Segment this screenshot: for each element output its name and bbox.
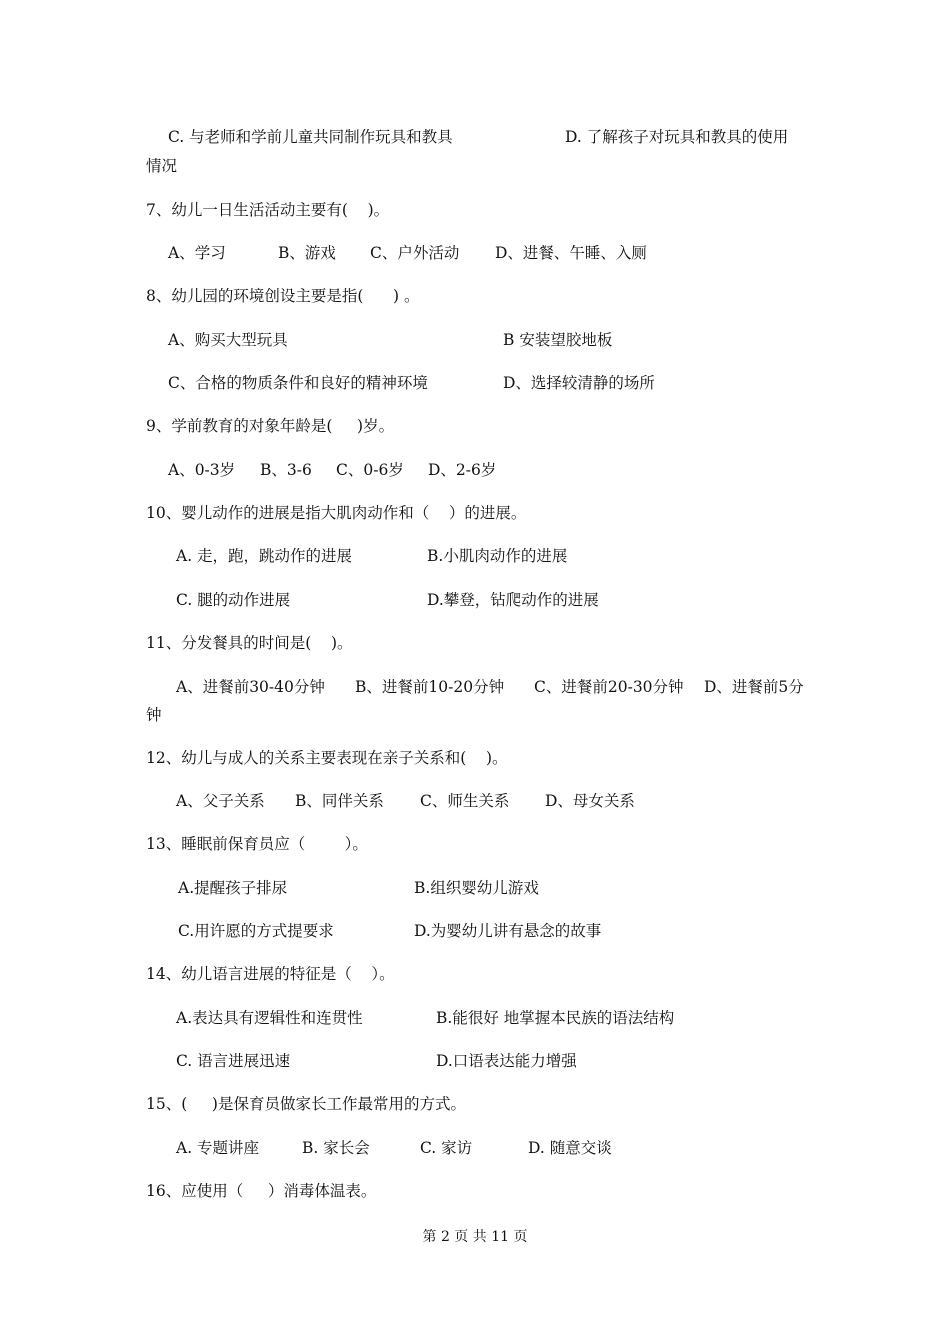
q11-option-d: D、进餐前5分: [704, 678, 804, 696]
q8-option-c: C、合格的物质条件和良好的精神环境: [168, 374, 428, 392]
q14-option-c: C. 语言进展迅速: [176, 1052, 291, 1070]
q11-option-d-continuation: 钟: [146, 706, 162, 724]
q11-option-a: A、进餐前30-40分钟: [176, 678, 325, 696]
page-footer: 第 2 页 共 11 页: [422, 1229, 528, 1245]
q12-option-c: C、师生关系: [420, 792, 510, 810]
q7-option-b: B、游戏: [278, 244, 336, 262]
q12-option-a: A、父子关系: [176, 792, 265, 810]
q12-option-b: B、同伴关系: [295, 792, 384, 810]
q14-option-d: D.口语表达能力增强: [436, 1052, 577, 1070]
q6-option-c: C. 与老师和学前儿童共同制作玩具和教具: [168, 128, 453, 146]
q14-option-b: B.能很好 地掌握本民族的语法结构: [436, 1009, 675, 1027]
q13-option-d: D.为婴幼儿讲有悬念的故事: [414, 922, 602, 940]
q9-option-b: B、3-6: [260, 461, 312, 479]
q10-option-c: C. 腿的动作进展: [176, 591, 291, 609]
q7-stem: 7、幼儿一日生活活动主要有( )。: [146, 201, 390, 219]
q13-option-a: A.提醒孩子排尿: [178, 879, 288, 897]
q6-option-d-continuation: 情况: [146, 157, 178, 175]
q9-stem: 9、学前教育的对象年龄是( )岁。: [146, 417, 395, 435]
q12-option-d: D、母女关系: [545, 792, 635, 810]
q10-option-b: B.小肌肉动作的进展: [427, 547, 568, 565]
q15-option-b: B. 家长会: [302, 1139, 370, 1157]
q14-option-a: A.表达具有逻辑性和连贯性: [176, 1009, 363, 1027]
q7-option-d: D、进餐、午睡、入厕: [495, 244, 647, 262]
q11-stem: 11、分发餐具的时间是( )。: [146, 634, 353, 652]
q15-option-a: A. 专题讲座: [176, 1139, 260, 1157]
q13-option-b: B.组织婴幼儿游戏: [414, 879, 539, 897]
q9-option-c: C、0-6岁: [336, 461, 404, 479]
q10-stem: 10、婴儿动作的进展是指大肌肉动作和（ ）的进展。: [146, 504, 527, 522]
q10-option-d: D.攀登，钻爬动作的进展: [427, 591, 599, 609]
q15-stem: 15、( )是保育员做家长工作最常用的方式。: [146, 1095, 466, 1113]
q13-option-c: C.用许愿的方式提要求: [178, 922, 334, 940]
q8-option-a: A、购买大型玩具: [168, 331, 288, 349]
q6-option-d: D. 了解孩子对玩具和教具的使用: [565, 128, 789, 146]
q8-option-d: D、选择较清静的场所: [503, 374, 655, 392]
q9-option-a: A、0-3岁: [168, 461, 236, 479]
q9-option-d: D、2-6岁: [428, 461, 497, 479]
q11-option-c: C、进餐前20-30分钟: [534, 678, 684, 696]
q7-option-a: A、学习: [168, 244, 226, 262]
q7-option-c: C、户外活动: [370, 244, 460, 262]
q13-stem: 13、睡眠前保育员应（ ）。: [146, 835, 368, 853]
q15-option-d: D. 随意交谈: [528, 1139, 612, 1157]
q16-stem: 16、应使用（ ）消毒体温表。: [146, 1182, 377, 1200]
q11-option-b: B、进餐前10-20分钟: [355, 678, 505, 696]
q10-option-a: A. 走，跑，跳动作的进展: [176, 547, 353, 565]
q14-stem: 14、幼儿语言进展的特征是（ ）。: [146, 965, 395, 983]
q15-option-c: C. 家访: [420, 1139, 473, 1157]
q12-stem: 12、幼儿与成人的关系主要表现在亲子关系和( )。: [146, 749, 508, 767]
q8-stem: 8、幼儿园的环境创设主要是指( ) 。: [146, 287, 420, 305]
q8-option-b: B 安装望胶地板: [503, 331, 613, 349]
